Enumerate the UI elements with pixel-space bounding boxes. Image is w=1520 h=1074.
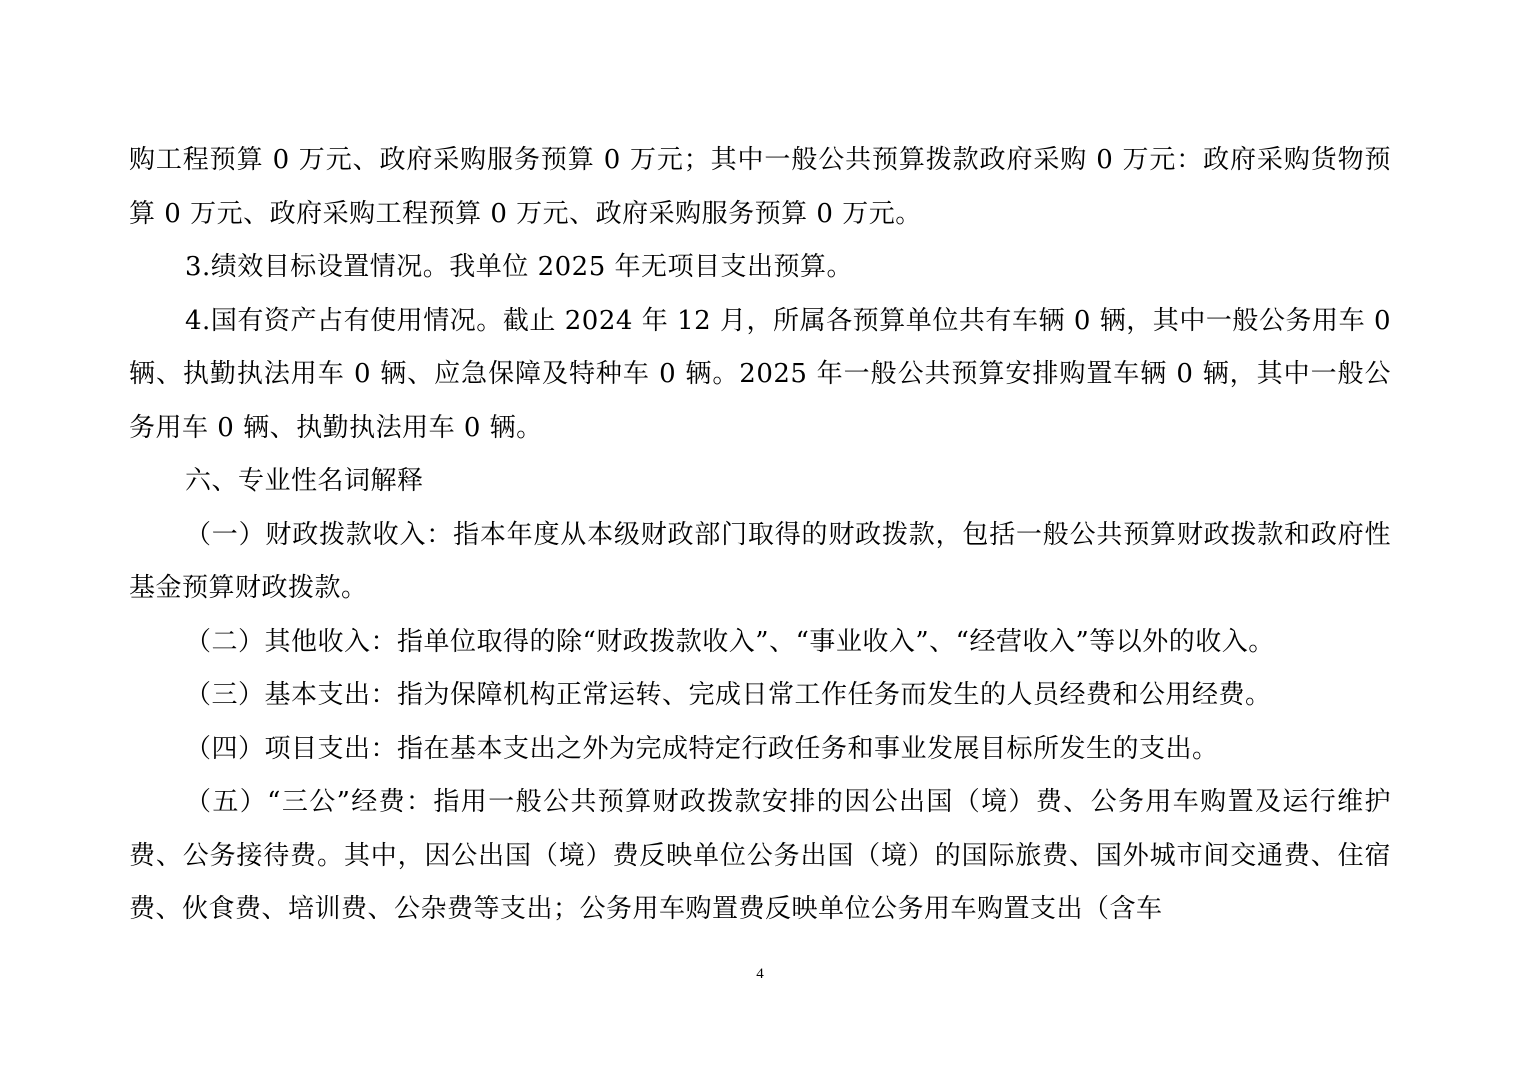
term-three-public-expenses: （五）“三公”经费：指用一般公共预算财政拨款安排的因公出国（境）费、公务用车购置及运行维护费、公务接待费。其中，因公出国（境）费反映单位公务出国（境）的国际旅费、国外城市间交通费、住宿费、伙食费、培训费、公杂费等支出；公务用车购置费反映单位公务用车购置支出（含车 (129, 787, 1391, 924)
term-other-income: （二）其他收入：指单位取得的除“财政拨款收入”、“事业收入”、“经营收入”等以外的收入。 (185, 626, 1275, 657)
section-heading-terminology: 六、专业性名词解释 (185, 466, 424, 496)
paragraph-performance-targets: 3.绩效目标设置情况。我单位 2025 年无项目支出预算。 (185, 252, 854, 282)
document-body (129, 134, 1391, 937)
paragraph-procurement-continued: 购工程预算 0 万元、政府采购服务预算 0 万元；其中一般公共预算拨款政府采购 0 万元：政府采购货物预算 0 万元、政府采购工程预算 0 万元、政府采购服务预算 0 万元。 (129, 145, 1391, 229)
term-project-expenditure: （四）项目支出：指在基本支出之外为完成特定行政任务和事业发展目标所发生的支出。 (185, 733, 1219, 764)
page-number: 4 (756, 966, 764, 982)
term-basic-expenditure: （三）基本支出：指为保障机构正常运转、完成日常工作任务而发生的人员经费和公用经费。 (185, 680, 1272, 710)
term-fiscal-appropriation-income: （一）财政拨款收入：指本年度从本级财政部门取得的财政拨款，包括一般公共预算财政拨款和政府性基金预算财政拨款。 (129, 519, 1391, 603)
paragraph-state-assets: 4.国有资产占有使用情况。截止 2024 年 12 月，所属各预算单位共有车辆 0 辆，其中一般公务用车 0 辆、执勤执法用车 0 辆、应急保障及特种车 0 辆。2025 年一般公共预算安排购置车辆 0 辆，其中一般公务用车 0 辆、执勤执法用车 0 辆。 (129, 305, 1391, 443)
